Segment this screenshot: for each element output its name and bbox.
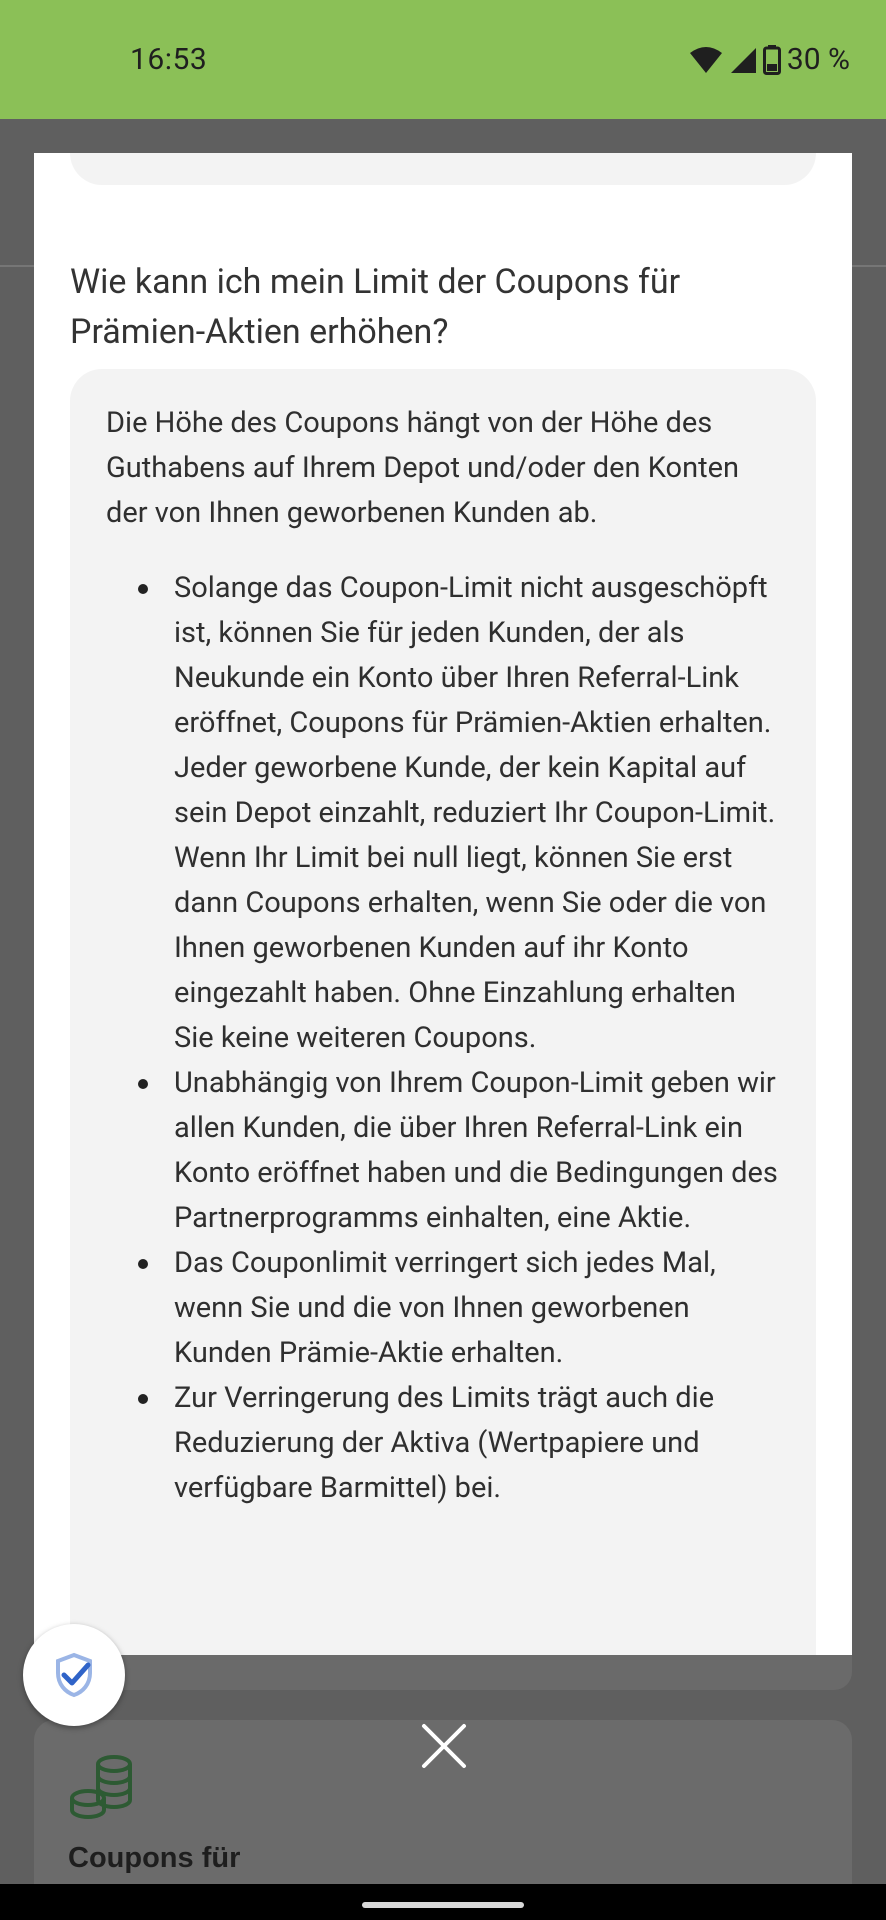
answer-bullet-list <box>106 566 780 1511</box>
previous-answer-box <box>70 153 816 185</box>
answer-bullet: Zur Verringerung des Limits trägt auch die Reduzierung der Aktiva (Wertpapiere und verfügbare Barmittel) bei. <box>138 1376 780 1511</box>
faq-answer <box>70 369 816 1655</box>
home-indicator[interactable] <box>362 1902 524 1908</box>
wifi-icon <box>689 46 723 74</box>
status-bar <box>0 0 886 119</box>
signal-icon <box>729 46 757 74</box>
battery-icon <box>763 45 781 75</box>
faq-question: Wie kann ich mein Limit der Coupons für Prämien-Aktien erhöhen? <box>70 262 681 352</box>
shield-check-icon <box>50 1651 98 1699</box>
shield-check-button[interactable] <box>23 1624 125 1726</box>
faq-modal[interactable] <box>34 153 852 1655</box>
close-icon[interactable] <box>418 1720 470 1772</box>
coupons-card-label: Coupons für <box>68 1842 241 1874</box>
battery-percent: 30 % <box>786 42 850 77</box>
answer-bullet: Das Couponlimit verringert sich jedes Mal, wenn Sie und die von Ihnen geworbenen Kunden Prämie-Aktie erhalten. <box>138 1241 780 1376</box>
status-icons <box>689 42 850 77</box>
answer-bullet: Unabhängig von Ihrem Coupon-Limit geben wir allen Kunden, die über Ihren Referral-Link ein Konto eröffnet haben und die Bedingungen des Partnerprogramms einhalten, eine Aktie. <box>138 1061 780 1241</box>
answer-intro: Die Höhe des Coupons hängt von der Höhe des Guthabens auf Ihrem Depot und/oder den Konten der von Ihnen geworbenen Kunden ab. <box>106 406 739 530</box>
answer-bullet: Solange das Coupon-Limit nicht ausgeschöpft ist, können Sie für jeden Kunden, der als Neukunde ein Konto über Ihren Referral-Link eröffnet, Coupons für Prämien-Aktien erhalten. Jeder geworbene Kunde, der kein Kapital auf sein Depot einzahlt, reduziert Ihr Coupon-Limit. Wenn Ihr Limit bei null liegt, können Sie erst dann Coupons erhalten, wenn Sie oder die von Ihnen geworbenen Kunden auf ihr Konto eingezahlt haben. Ohne Einzahlung erhalten Sie keine weiteren Coupons. <box>138 566 780 1061</box>
status-time: 16:53 <box>130 42 208 77</box>
coins-icon <box>66 1752 138 1824</box>
